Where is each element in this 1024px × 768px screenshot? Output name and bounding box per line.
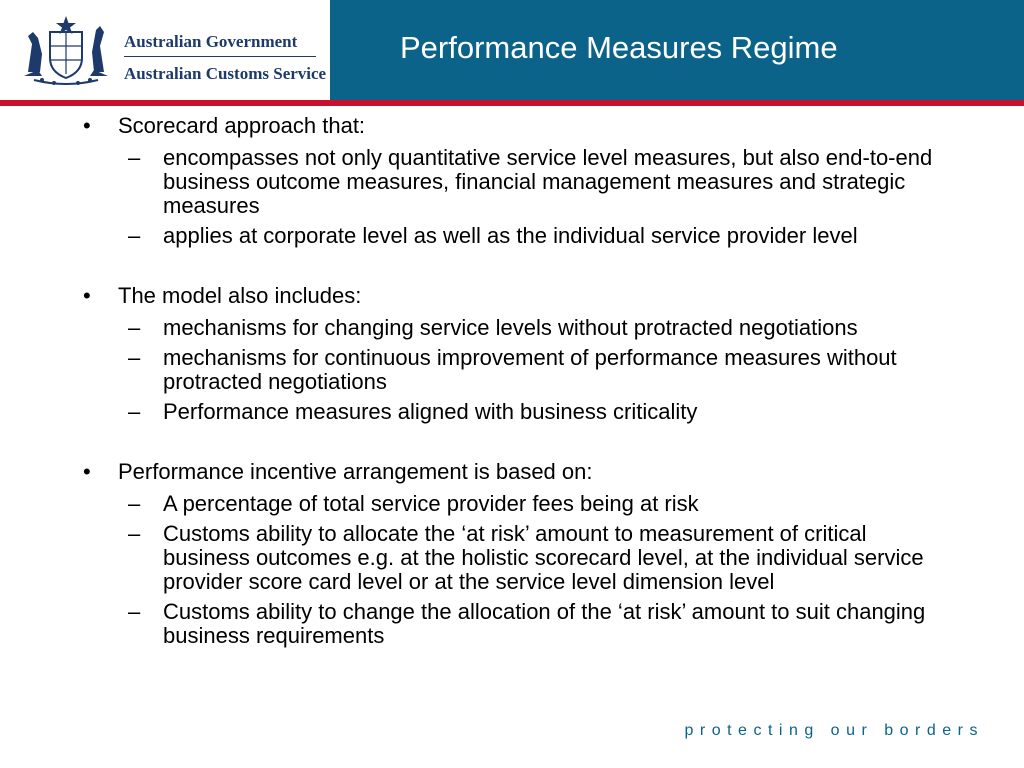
- bullet-text: Performance incentive arrangement is based on:: [118, 459, 593, 484]
- bullet-incentive: [0, 460, 1024, 484]
- bullet-marker: •: [83, 459, 91, 484]
- bullet-marker: •: [83, 283, 91, 308]
- coat-of-arms-icon: [20, 14, 112, 86]
- sub-bullet: [0, 522, 933, 594]
- bullet-marker: •: [83, 113, 91, 138]
- sub-bullet-text: applies at corporate level as well as the individual service provider level: [163, 223, 858, 248]
- sub-bullet-marker: –: [128, 315, 141, 340]
- bullet-model: [0, 284, 1024, 308]
- header-stripe: [0, 100, 1024, 106]
- sub-bullet-text: encompasses not only quantitative service level measures, but also end-to-end business outcome measures, financial management measures and strategic measures: [163, 145, 933, 218]
- logo-government-text: Australian Government: [124, 32, 298, 51]
- logo-divider: [124, 56, 316, 57]
- sub-bullet: [0, 146, 933, 218]
- sub-bullet-text: mechanisms for changing service levels without protracted negotiations: [163, 315, 858, 340]
- sub-bullet-text: mechanisms for continuous improvement of performance measures without protracted negotiations: [163, 345, 897, 394]
- sub-bullet-marker: –: [128, 399, 141, 424]
- sub-bullet-text: A percentage of total service provider fees being at risk: [163, 491, 699, 516]
- sub-bullet-marker: –: [128, 345, 141, 370]
- slide-title: Performance Measures Regime: [400, 30, 838, 65]
- sub-bullet: [0, 346, 933, 394]
- logo-block: [0, 0, 330, 100]
- sub-bullet: [0, 492, 933, 516]
- sub-bullet-marker: –: [128, 521, 141, 546]
- sub-bullet: [0, 224, 933, 248]
- sub-bullet-text: Customs ability to allocate the ‘at risk’ amount to measurement of critical business outcomes e.g. at the holistic scorecard level, at the individual service provider score card level or at the service level dimension level: [163, 521, 924, 594]
- sub-bullet-marker: –: [128, 599, 141, 624]
- sub-bullet-marker: –: [128, 223, 141, 248]
- sub-bullet: [0, 600, 933, 648]
- footer-tagline: protecting our borders: [684, 722, 984, 739]
- sub-bullet-marker: –: [128, 491, 141, 516]
- bullet-text: Scorecard approach that:: [118, 113, 366, 138]
- sub-bullet-marker: –: [128, 145, 141, 170]
- bullet-text: The model also includes:: [118, 283, 362, 308]
- logo-agency-text: Australian Customs Service: [124, 64, 327, 83]
- sub-bullet: [0, 316, 933, 340]
- sub-bullet-text: Performance measures aligned with business criticality: [163, 399, 698, 424]
- slide-body: [0, 114, 1024, 648]
- sub-bullet-text: Customs ability to change the allocation of the ‘at risk’ amount to suit changing business requirements: [163, 599, 926, 648]
- bullet-scorecard: [0, 114, 1024, 138]
- sub-bullet: [0, 400, 933, 424]
